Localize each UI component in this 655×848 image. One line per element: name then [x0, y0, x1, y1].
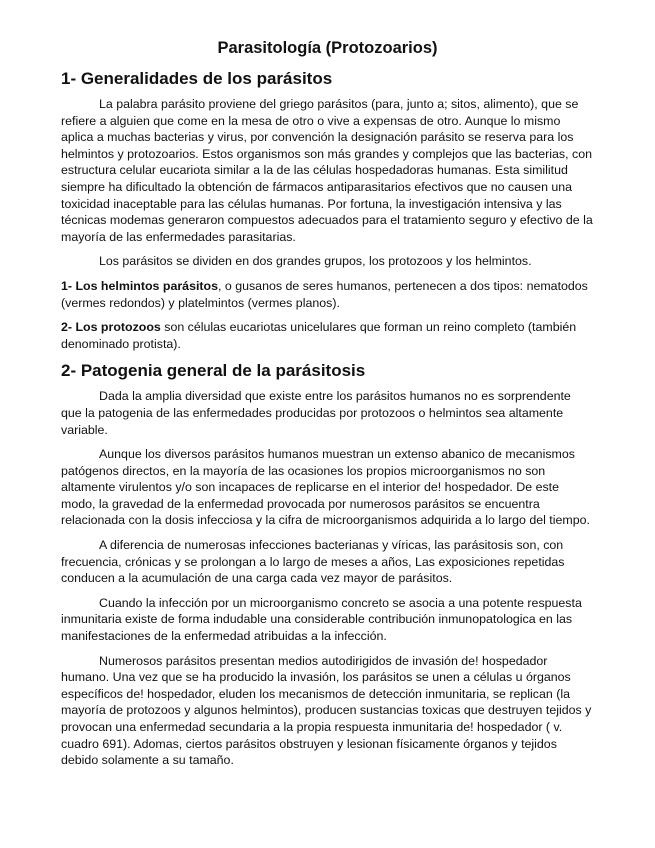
list-item-label: 2- Los protozoos: [61, 320, 161, 335]
list-item-protozoos: [61, 319, 594, 352]
paragraph: Numerosos parásitos presentan medios autodirigidos de invasión de! hospedador humano. Una vez que se ha producido la invasión, los parásitos se unen a células u órganos específicos de! hospedador, eluden los mecanismos de detección inmunitaria, se replican (la mayoría de protozoos y algunos helmintos), producen sustancias toxicas que destruyen tejidos y provocan una enfermedad secundaria a la propia respuesta inmunitaria de! hospedador ( v. cuadro 691). Adomas, ciertos parásitos obstruyen y lesionan físicamente órganos y tejidos debido solamente a su tamaño.: [61, 653, 592, 768]
paragraph: Dada la amplia diversidad que existe entre los parásitos humanos no es sorprendente que la patogenia de las enfermedades producidas por protozoos o helmintos sea altamente variable.: [61, 389, 571, 437]
paragraph: A diferencia de numerosas infecciones bacterianas y víricas, las parásitosis son, con frecuencia, crónicas y se prolongan a lo largo de meses a años, Las exposiciones repetidas conducen a la acumulación de una carga cada vez mayor de parásitos.: [61, 538, 565, 586]
paragraph: Los parásitos se dividen en dos grandes grupos, los protozoos y los helmintos.: [99, 254, 532, 269]
section-heading-generalidades: 1- Generalidades de los parásitos: [61, 69, 333, 88]
document-title: Parasitología (Protozoarios): [217, 39, 438, 57]
list-item-text: son células eucariotas unicelulares que forman un reino completo (también denominado protista).: [61, 320, 577, 351]
section-heading-patogenia: 2- Patogenia general de la parásitosis: [61, 361, 366, 381]
paragraph: Aunque los diversos parásitos humanos muestran un extenso abanico de mecanismos patógenos directos, en la mayoría de las ocasiones los propios microorganismos no son altamente virulentos y/o son incapaces de replicarse en el interior de! hospedador. De este modo, la gravedad de la enfermedad provocada por numerosos parásitos se encuentra relacionada con la dosis infecciosa y la cifra de microorganismos adquirida a lo largo del tiempo.: [61, 447, 590, 528]
list-item-label: 1- Los helmintos parásitos: [61, 278, 218, 293]
list-item-helmintos: [61, 278, 594, 311]
list-item-text: , o gusanos de seres humanos, pertenecen a dos tipos: nematodos (vermes redondos) y platelmintos (vermes planos).: [61, 278, 588, 310]
paragraph: Cuando la infección por un microorganismo concreto se asocia a una potente respuesta inmunitaria existe de forma indudable una considerable contribución inmunopatologica en las manifestaciones de la enfermedad atribuidas a la infección.: [61, 595, 582, 644]
document-page: [61, 38, 594, 777]
paragraph: La palabra parásito proviene del griego parásitos (para, junto a; sitos, alimento), que se refiere a alguien que come en la mesa de otro o vive a expensas de otro. Aunque lo mismo aplica a muchas bacterias y virus, por convención la designación parásito se reserva para los helmintos y protozoarios. Estos organismos son más grandes y complejos que las bacterias, con estructura celular eucariota similar a la de las células hospedadoras humanas. Esta similitud siempre ha dificultado la obtención de fármacos antiparasitarios efectivos que no causen una toxicidad inaceptable para las células humanas. Por fortuna, la investigación intensiva y las técnicas modemas generaron compuestos adecuados para el tratamiento seguro y efectivo de la mayoría de las enfermedades parasitarias.: [61, 97, 593, 244]
